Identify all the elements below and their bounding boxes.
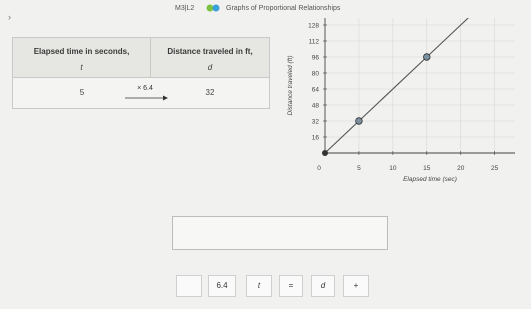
origin-point	[322, 150, 328, 156]
x-tick-label: 10	[389, 165, 397, 172]
lesson-code: M3|L2	[175, 5, 195, 12]
data-point	[356, 118, 363, 125]
distance-value-cell: 32	[205, 88, 215, 97]
y-tick-label: 80	[311, 70, 319, 78]
time-header-label: Elapsed time in seconds,	[33, 47, 130, 56]
y-axis-label: Distance traveled (ft)	[287, 55, 294, 116]
y-tick-label: 112	[308, 38, 319, 46]
x-tick-label: 20	[457, 165, 465, 172]
data-point	[423, 54, 430, 61]
x-axis-label: Elapsed time (sec)	[403, 176, 457, 183]
tile-variable-d[interactable]: d	[311, 275, 335, 297]
x-tick-label: 0	[317, 165, 321, 172]
back-marker-icon: ›	[8, 12, 11, 22]
ratio-table	[12, 37, 270, 109]
answer-input-box[interactable]	[172, 216, 388, 250]
tile-plus[interactable]: +	[343, 275, 369, 297]
y-tick-label: 128	[308, 22, 319, 30]
y-tick-label: 16	[311, 134, 319, 142]
time-variable: t	[80, 63, 83, 72]
series-line	[325, 18, 495, 153]
table-header-time	[13, 38, 151, 78]
x-tick-label: 5	[357, 165, 361, 172]
tile-constant[interactable]: 6.4	[208, 275, 236, 297]
x-tick-label: 15	[423, 165, 431, 172]
y-tick-label: 64	[311, 86, 319, 94]
tile-equals[interactable]: =	[279, 275, 303, 297]
tile-blank[interactable]	[176, 275, 202, 297]
proportional-graph	[280, 18, 531, 198]
distance-variable: d	[207, 63, 213, 72]
lesson-title: Graphs of Proportional Relationships	[226, 5, 341, 12]
y-tick-label: 48	[311, 102, 319, 110]
multiplier-arrow-icon	[124, 95, 168, 101]
multiplier-annotation: × 6.4	[137, 85, 153, 92]
table-header-distance	[151, 38, 269, 78]
y-tick-label: 32	[311, 118, 319, 126]
x-tick-label: 25	[491, 165, 499, 172]
lesson-badge-icon	[206, 4, 220, 12]
y-tick-label: 96	[311, 54, 319, 62]
lesson-header	[0, 0, 531, 22]
time-value-cell: 5	[79, 88, 85, 97]
distance-header-label: Distance traveled in ft,	[167, 47, 253, 56]
tile-variable-t[interactable]: t	[246, 275, 272, 297]
